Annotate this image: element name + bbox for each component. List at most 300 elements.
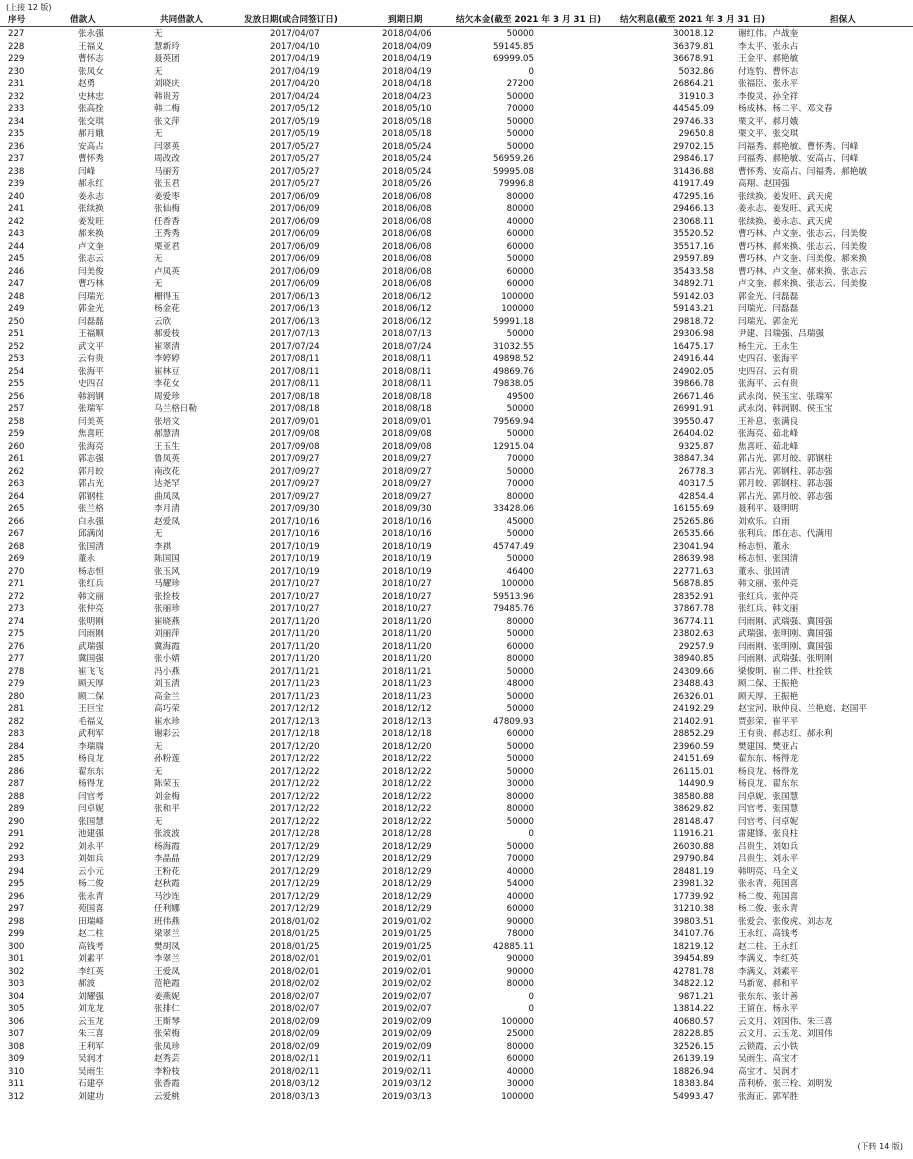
cell-issue-date: 2017/10/19 — [270, 566, 320, 577]
cell-principal: 50000 — [506, 554, 534, 564]
cell-due-date: 2018/12/22 — [382, 816, 432, 827]
table-row — [0, 378, 913, 391]
cell-due-date: 2018/04/06 — [382, 29, 432, 39]
header-borrower: 借款人 — [70, 15, 96, 25]
cell-due-date: 2018/06/08 — [382, 216, 432, 227]
cell-principal: 80000 — [506, 979, 534, 989]
cell-issue-date: 2017/11/20 — [270, 654, 320, 664]
cell-guarantor: 翟东东、杨得龙 — [738, 754, 799, 764]
cell-due-date: 2018/09/30 — [382, 504, 432, 514]
cell-guarantor: 杨生元、王永生 — [738, 341, 799, 352]
cell-issue-date: 2017/09/27 — [270, 454, 320, 464]
cell-principal: 79485.76 — [492, 604, 534, 614]
cell-issue-date: 2017/10/19 — [270, 541, 320, 552]
cell-principal: 50000 — [506, 116, 534, 127]
cell-issue-date: 2017/09/27 — [270, 491, 320, 502]
cell-issue-date: 2017/09/01 — [270, 416, 320, 427]
cell-principal: 56959.26 — [492, 154, 534, 164]
table-row — [0, 53, 913, 66]
cell-no: 243 — [8, 229, 25, 239]
cell-guarantor: 赵宝河、耿仲良、兰艳庭、赵国平 — [738, 704, 867, 714]
cell-no: 244 — [8, 241, 25, 252]
cell-interest: 26778.3 — [678, 466, 714, 477]
cell-issue-date: 2017/12/20 — [270, 741, 320, 752]
cell-issue-date: 2017/12/13 — [270, 716, 320, 727]
cell-interest: 26535.66 — [672, 529, 714, 539]
cell-borrower: 张海亮 — [78, 441, 104, 452]
cell-no: 254 — [8, 366, 25, 377]
cell-due-date: 2018/12/29 — [382, 879, 432, 889]
cell-guarantor: 闫卓妮、张国慧 — [738, 791, 799, 802]
cell-guarantor: 闫雨刚、武瑞强、冀国强 — [738, 616, 833, 627]
cell-no: 277 — [8, 654, 25, 664]
table-row — [0, 966, 913, 979]
cell-issue-date: 2018/02/01 — [270, 954, 320, 964]
cell-borrower: 张永强 — [78, 29, 104, 39]
cell-interest: 29257.9 — [678, 641, 714, 652]
cell-borrower: 石建亭 — [78, 1079, 104, 1089]
cell-borrower: 云玉龙 — [78, 1016, 104, 1027]
cell-principal: 90000 — [506, 954, 534, 964]
cell-principal: 60000 — [506, 904, 534, 914]
cell-guarantor: 杨志恒、张国清 — [738, 554, 799, 564]
cell-due-date: 2019/01/02 — [382, 916, 432, 927]
cell-co-borrower: 李花女 — [154, 379, 180, 389]
cell-principal: 80000 — [506, 204, 534, 214]
table-row — [0, 278, 913, 291]
cell-no: 306 — [8, 1016, 25, 1027]
table-row — [0, 778, 913, 791]
cell-principal: 49898.52 — [492, 354, 534, 364]
cell-due-date: 2018/12/22 — [382, 791, 432, 802]
cell-principal: 80000 — [506, 804, 534, 814]
cell-no: 292 — [8, 841, 25, 852]
cell-borrower: 闫峰 — [78, 166, 96, 177]
cell-no: 252 — [8, 341, 25, 352]
cell-guarantor: 曹巧林、卢文奎、闫美俊、郝来换 — [738, 254, 867, 264]
cell-principal: 70000 — [506, 104, 534, 114]
cell-co-borrower: 郝爱枝 — [154, 329, 180, 339]
cell-borrower: 韩润钢 — [78, 391, 104, 402]
cell-borrower: 张志云 — [78, 254, 104, 264]
cell-due-date: 2019/02/09 — [382, 1041, 432, 1052]
cell-principal: 50000 — [506, 704, 534, 714]
cell-no: 312 — [8, 1091, 25, 1102]
cell-interest: 31436.88 — [672, 166, 714, 177]
cell-due-date: 2018/10/27 — [382, 604, 432, 614]
cell-borrower: 张红兵 — [78, 579, 104, 589]
table-row — [0, 353, 913, 366]
table-row — [0, 228, 913, 241]
cell-borrower: 曹怀秀 — [78, 154, 104, 164]
table-row — [0, 941, 913, 954]
table-row — [0, 178, 913, 191]
cell-principal: 60000 — [506, 241, 534, 252]
cell-guarantor: 姜永志、姜发旺、武天虎 — [738, 204, 833, 214]
cell-co-borrower: 张拴枝 — [154, 591, 180, 602]
cell-due-date: 2018/08/11 — [382, 354, 432, 364]
table-row — [0, 91, 913, 104]
cell-borrower: 闫磊磊 — [78, 316, 104, 327]
table-row — [0, 616, 913, 629]
cell-no: 295 — [8, 879, 25, 889]
cell-issue-date: 2017/05/19 — [270, 116, 320, 127]
cell-interest: 26404.02 — [672, 429, 714, 439]
cell-due-date: 2018/06/08 — [382, 241, 432, 252]
cell-interest: 16155.69 — [672, 504, 714, 514]
cell-due-date: 2018/12/12 — [382, 704, 432, 714]
continued-to-note: (下转 14 版) — [857, 1142, 903, 1151]
table-row — [0, 791, 913, 804]
cell-co-borrower: 王秀秀 — [154, 229, 180, 239]
cell-no: 272 — [8, 591, 25, 602]
cell-principal: 100000 — [501, 1091, 534, 1102]
cell-issue-date: 2018/02/02 — [270, 979, 320, 989]
cell-issue-date: 2017/06/09 — [270, 241, 320, 252]
cell-guarantor: 杨成林、杨二平、邓文春 — [738, 104, 833, 114]
cell-no: 271 — [8, 579, 25, 589]
cell-borrower: 郭钢柱 — [78, 491, 104, 502]
cell-guarantor: 武永岗、侯玉宝、张瑞军 — [738, 391, 833, 402]
cell-interest: 39866.78 — [672, 379, 714, 389]
cell-due-date: 2018/06/12 — [382, 291, 432, 302]
cell-interest: 29746.33 — [672, 116, 714, 127]
cell-borrower: 张兰格 — [78, 504, 104, 514]
cell-no: 241 — [8, 204, 25, 214]
table-row — [0, 803, 913, 816]
cell-borrower: 张永青 — [78, 891, 104, 902]
cell-no: 246 — [8, 266, 25, 277]
cell-interest: 23488.43 — [672, 679, 714, 689]
cell-principal: 0 — [528, 991, 534, 1002]
cell-principal: 40000 — [506, 866, 534, 877]
cell-interest: 13814.22 — [672, 1004, 714, 1014]
cell-guarantor: 王永红、高钱考 — [738, 929, 799, 939]
cell-borrower: 云小元 — [78, 866, 104, 877]
cell-co-borrower: 樊胡凤 — [154, 941, 180, 952]
cell-principal: 78000 — [506, 929, 534, 939]
cell-co-borrower: 张仙梅 — [154, 204, 180, 214]
cell-co-borrower: 达尧罕 — [154, 479, 180, 489]
cell-principal: 50000 — [506, 404, 534, 414]
cell-borrower: 郝来换 — [78, 229, 104, 239]
cell-guarantor: 张利兵、郎在志、代满用 — [738, 529, 833, 539]
cell-co-borrower: 李祺 — [154, 541, 172, 552]
table-row — [0, 653, 913, 666]
cell-due-date: 2018/10/16 — [382, 516, 432, 527]
table-body — [0, 28, 913, 1103]
cell-principal: 59145.85 — [492, 41, 534, 52]
cell-guarantor: 云文月、刘国伟、朱三喜 — [738, 1016, 833, 1027]
cell-principal: 100000 — [501, 304, 534, 314]
cell-issue-date: 2017/07/13 — [270, 329, 320, 339]
cell-guarantor: 李满义、刘素平 — [738, 966, 799, 977]
table-row — [0, 841, 913, 854]
cell-interest: 17739.92 — [672, 891, 714, 902]
cell-no: 288 — [8, 791, 25, 802]
cell-principal: 50000 — [506, 254, 534, 264]
cell-guarantor: 聂利平、聂明明 — [738, 504, 799, 514]
cell-borrower: 朱三喜 — [78, 1029, 104, 1039]
cell-no: 284 — [8, 741, 25, 752]
cell-issue-date: 2017/06/13 — [270, 304, 320, 314]
cell-borrower: 王利军 — [78, 1041, 104, 1052]
table-row — [0, 316, 913, 329]
table-row — [0, 928, 913, 941]
cell-guarantor: 顾二保、王振艳 — [738, 679, 799, 689]
cell-due-date: 2018/11/23 — [382, 679, 432, 689]
cell-co-borrower: 张荣梅 — [154, 1029, 180, 1039]
cell-interest: 34107.76 — [672, 929, 714, 939]
cell-guarantor: 张福臣、张永平 — [738, 79, 799, 89]
cell-no: 235 — [8, 129, 25, 139]
cell-principal: 79996.8 — [498, 179, 534, 189]
cell-guarantor: 闫瑞光、郭金光 — [738, 316, 799, 327]
cell-guarantor: 韩明亮、马全义 — [738, 866, 799, 877]
cell-issue-date: 2017/12/29 — [270, 904, 320, 914]
cell-due-date: 2018/09/27 — [382, 454, 432, 464]
cell-no: 308 — [8, 1041, 25, 1052]
cell-borrower: 李红英 — [78, 966, 104, 977]
cell-guarantor: 刘欢乐、白雨 — [738, 516, 790, 527]
cell-principal: 49869.76 — [492, 366, 534, 377]
table-row — [0, 603, 913, 616]
cell-principal: 46400 — [506, 566, 534, 577]
cell-guarantor: 张海亮、茹北峰 — [738, 429, 799, 439]
cell-issue-date: 2017/09/27 — [270, 479, 320, 489]
cell-borrower: 刘如兵 — [78, 854, 104, 864]
cell-guarantor: 高翔、赵国强 — [738, 179, 790, 189]
cell-interest: 21402.91 — [672, 716, 714, 727]
cell-interest: 42854.4 — [678, 491, 714, 502]
cell-interest: 35520.52 — [672, 229, 714, 239]
cell-issue-date: 2017/05/27 — [270, 141, 320, 152]
cell-issue-date: 2017/11/23 — [270, 679, 320, 689]
table-row — [0, 1066, 913, 1079]
cell-due-date: 2018/09/27 — [382, 491, 432, 502]
cell-principal: 80000 — [506, 791, 534, 802]
cell-no: 237 — [8, 154, 25, 164]
cell-no: 310 — [8, 1066, 25, 1077]
cell-co-borrower: 谢彩云 — [154, 729, 180, 739]
cell-guarantor: 杨良龙、翟东东 — [738, 779, 799, 789]
table-row — [0, 1041, 913, 1054]
cell-due-date: 2018/12/13 — [382, 716, 432, 727]
cell-guarantor: 闫福秀、郝艳敏、安高占、闫峰 — [738, 154, 859, 164]
cell-issue-date: 2017/09/08 — [270, 429, 320, 439]
cell-no: 281 — [8, 704, 25, 714]
cell-issue-date: 2017/12/28 — [270, 829, 320, 839]
cell-principal: 47809.93 — [492, 716, 534, 727]
cell-interest: 56878.85 — [672, 579, 714, 589]
cell-due-date: 2018/04/18 — [382, 79, 432, 89]
table-row — [0, 553, 913, 566]
table-row — [0, 1053, 913, 1066]
cell-due-date: 2018/05/24 — [382, 154, 432, 164]
cell-borrower: 张凤女 — [78, 66, 104, 77]
cell-borrower: 李瑞瑞 — [78, 741, 104, 752]
table-row — [0, 78, 913, 91]
cell-interest: 29597.89 — [672, 254, 714, 264]
cell-issue-date: 2018/02/01 — [270, 966, 320, 977]
cell-issue-date: 2017/04/24 — [270, 91, 320, 102]
cell-co-borrower: 姜燕妮 — [154, 991, 180, 1002]
table-row — [0, 191, 913, 204]
cell-principal: 80000 — [506, 491, 534, 502]
cell-principal: 45747.49 — [492, 541, 534, 552]
cell-due-date: 2018/05/18 — [382, 129, 432, 139]
cell-due-date: 2018/12/29 — [382, 904, 432, 914]
cell-no: 302 — [8, 966, 25, 977]
cell-co-borrower: 李晶晶 — [154, 854, 180, 864]
cell-issue-date: 2017/12/22 — [270, 754, 320, 764]
cell-borrower: 苑国喜 — [78, 904, 104, 914]
cell-due-date: 2019/02/01 — [382, 954, 432, 964]
cell-interest: 18219.12 — [672, 941, 714, 952]
cell-guarantor: 张红兵、韩文丽 — [738, 604, 799, 614]
cell-co-borrower: 张波波 — [154, 829, 180, 839]
cell-principal: 40000 — [506, 216, 534, 227]
cell-guarantor: 王有贵、郝志红、郝永利 — [738, 729, 833, 739]
cell-due-date: 2018/12/22 — [382, 804, 432, 814]
cell-interest: 26115.01 — [672, 766, 714, 777]
cell-interest: 38847.34 — [672, 454, 714, 464]
cell-borrower: 毛福义 — [78, 716, 104, 727]
cell-issue-date: 2017/11/20 — [270, 616, 320, 627]
cell-principal: 59513.96 — [492, 591, 534, 602]
table-row — [0, 1078, 913, 1091]
cell-guarantor: 杨良龙、杨得龙 — [738, 766, 799, 777]
table-row — [0, 703, 913, 716]
cell-no: 262 — [8, 466, 25, 477]
cell-issue-date: 2017/12/22 — [270, 791, 320, 802]
table-row — [0, 528, 913, 541]
cell-co-borrower: 赵秋霞 — [154, 879, 180, 889]
cell-guarantor: 闫雨刚、张明刚、冀国强 — [738, 641, 833, 652]
table-row — [0, 166, 913, 179]
cell-co-borrower: 刘丽萍 — [154, 629, 180, 639]
cell-principal: 50000 — [506, 129, 534, 139]
cell-principal: 69999.05 — [492, 54, 534, 64]
cell-no: 280 — [8, 691, 25, 702]
cell-interest: 59143.21 — [672, 304, 714, 314]
cell-borrower: 姜发旺 — [78, 216, 104, 227]
cell-guarantor: 郭占光、郭月皎、郭钢柱 — [738, 454, 833, 464]
cell-guarantor: 史四召、张海平 — [738, 354, 799, 364]
cell-guarantor: 闫官考、张国慧 — [738, 804, 799, 814]
cell-interest: 31910.3 — [678, 91, 714, 102]
cell-co-borrower: 冯小燕 — [154, 666, 180, 677]
table-row — [0, 991, 913, 1004]
cell-co-borrower: 孙粉莲 — [154, 754, 180, 764]
cell-guarantor: 王留在、杨永平 — [738, 1004, 799, 1014]
cell-due-date: 2018/07/24 — [382, 341, 432, 352]
cell-interest: 32526.15 — [672, 1041, 714, 1052]
cell-co-borrower: 王爱凤 — [154, 966, 180, 977]
cell-due-date: 2018/10/19 — [382, 554, 432, 564]
cell-borrower: 高钱考 — [78, 941, 104, 952]
cell-guarantor: 张续换、姜永志、武天虎 — [738, 216, 833, 227]
table-row — [0, 391, 913, 404]
cell-principal: 50000 — [506, 841, 534, 852]
cell-interest: 47295.16 — [672, 191, 714, 202]
cell-due-date: 2018/10/19 — [382, 541, 432, 552]
cell-principal: 50000 — [506, 816, 534, 827]
cell-guarantor: 李太平、张永占 — [738, 41, 799, 52]
table-row — [0, 641, 913, 654]
cell-guarantor: 梁俊明、崔二伴、杜拴铁 — [738, 666, 833, 677]
cell-due-date: 2018/06/08 — [382, 266, 432, 277]
cell-due-date: 2018/10/27 — [382, 579, 432, 589]
cell-no: 299 — [8, 929, 25, 939]
cell-due-date: 2018/11/20 — [382, 641, 432, 652]
cell-no: 282 — [8, 716, 25, 727]
cell-no: 228 — [8, 41, 25, 52]
cell-due-date: 2018/08/18 — [382, 391, 432, 402]
cell-guarantor: 杨二俊、苑国喜 — [738, 891, 799, 902]
cell-co-borrower: 马沙连 — [154, 891, 180, 902]
cell-borrower: 白永强 — [78, 516, 104, 527]
cell-interest: 38940.85 — [672, 654, 714, 664]
cell-guarantor: 张爱会、张俊虎、刘志龙 — [738, 916, 833, 927]
cell-principal: 50000 — [506, 29, 534, 39]
cell-interest: 39550.47 — [672, 416, 714, 427]
cell-co-borrower: 赵秀芸 — [154, 1054, 180, 1064]
cell-interest: 30018.12 — [672, 29, 714, 39]
cell-co-borrower: 无 — [154, 816, 163, 827]
cell-borrower: 闫瑞光 — [78, 291, 104, 302]
cell-principal: 70000 — [506, 479, 534, 489]
cell-co-borrower: 马耀珍 — [154, 579, 180, 589]
cell-borrower: 武利军 — [78, 729, 104, 739]
cell-interest: 26326.01 — [672, 691, 714, 702]
cell-issue-date: 2018/03/12 — [270, 1079, 320, 1089]
table-row — [0, 953, 913, 966]
cell-issue-date: 2018/01/02 — [270, 916, 320, 927]
table-row — [0, 878, 913, 891]
cell-issue-date: 2017/10/27 — [270, 604, 320, 614]
cell-due-date: 2018/09/01 — [382, 416, 432, 427]
cell-no: 253 — [8, 354, 25, 364]
cell-borrower: 张仲亮 — [78, 604, 104, 614]
cell-borrower: 王巨宝 — [78, 704, 104, 714]
cell-due-date: 2018/09/08 — [382, 441, 432, 452]
cell-co-borrower: 任利娜 — [154, 904, 180, 914]
cell-due-date: 2018/06/12 — [382, 316, 432, 327]
cell-principal: 50000 — [506, 691, 534, 702]
cell-guarantor: 李满义、李红英 — [738, 954, 799, 964]
cell-no: 285 — [8, 754, 25, 764]
cell-principal: 80000 — [506, 654, 534, 664]
cell-co-borrower: 卢凤英 — [154, 266, 180, 277]
cell-due-date: 2018/12/29 — [382, 841, 432, 852]
cell-no: 231 — [8, 79, 25, 89]
cell-due-date: 2018/08/18 — [382, 404, 432, 414]
cell-principal: 100000 — [501, 291, 534, 302]
cell-borrower: 顾天厚 — [78, 679, 104, 689]
cell-borrower: 郭金光 — [78, 304, 104, 314]
cell-co-borrower: 陈荣玉 — [154, 779, 180, 789]
cell-interest: 31210.38 — [672, 904, 714, 914]
cell-due-date: 2018/06/08 — [382, 229, 432, 239]
table-row — [0, 153, 913, 166]
cell-guarantor: 史四召、云有贵 — [738, 366, 799, 377]
cell-guarantor: 卢文奎、郝来换、张志云、闫美俊 — [738, 279, 867, 289]
cell-co-borrower: 栅得玉 — [154, 291, 180, 302]
cell-guarantor: 张永青、苑国喜 — [738, 879, 799, 889]
cell-no: 296 — [8, 891, 25, 902]
cell-principal: 50000 — [506, 741, 534, 752]
